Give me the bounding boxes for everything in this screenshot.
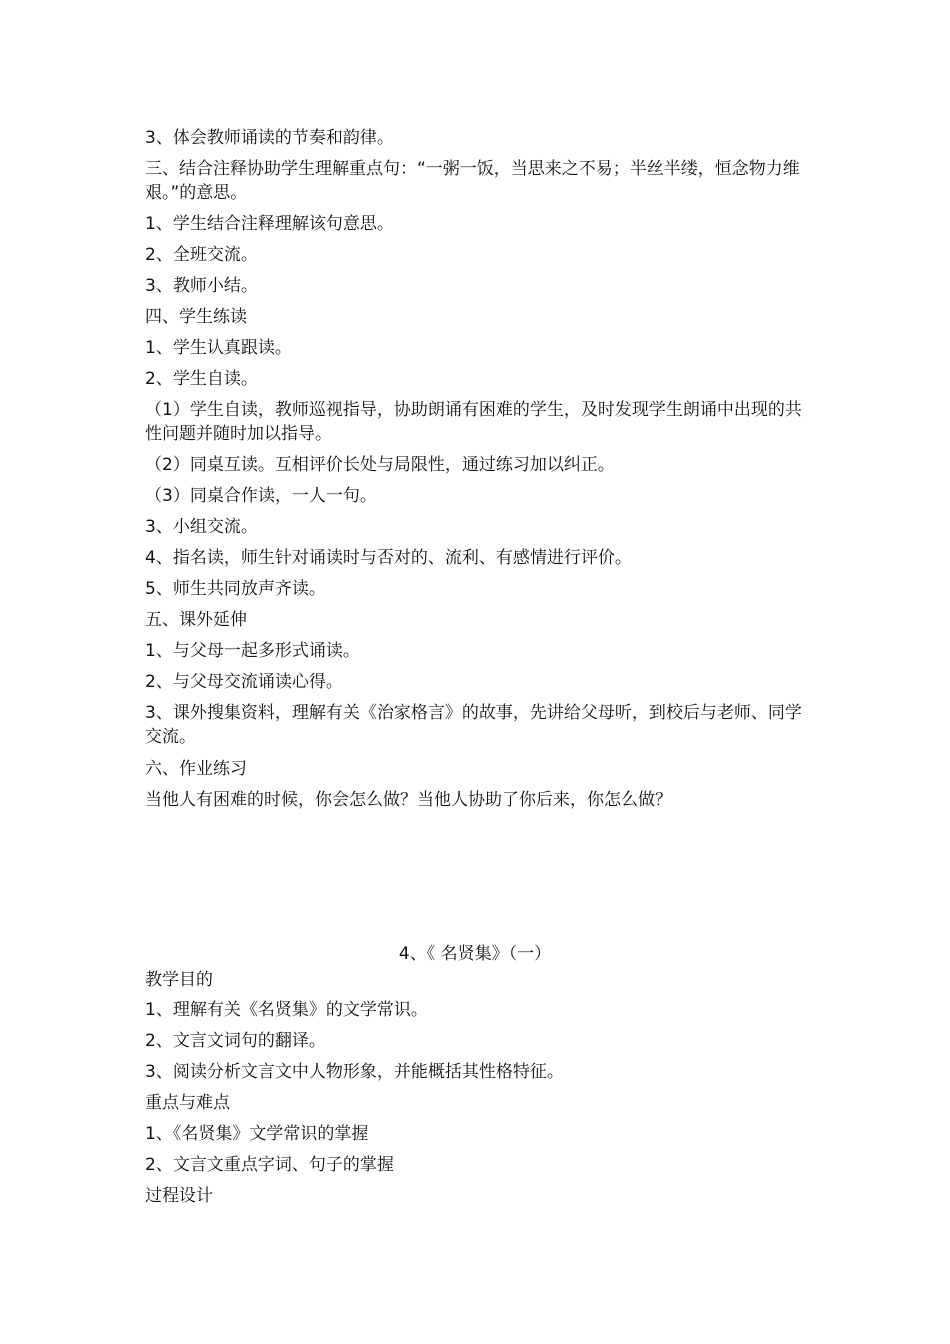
section-heading: 过程设计	[145, 1186, 213, 1206]
text-line: 2、文言文重点字词、句子的掌握	[145, 1155, 394, 1175]
text-paragraph: 3、课外搜集资料，理解有关《治家格言》的故事，先讲给父母听，到校后与老师、同学交流。	[145, 703, 802, 747]
section-heading: 四、学生练读	[145, 307, 247, 327]
text-line: 2、全班交流。	[145, 245, 258, 265]
text-line: （3）同桌合作读，一人一句。	[145, 486, 377, 506]
text-line: 当他人有困难的时候，你会怎么做？当他人协助了你后来，你怎么做？	[145, 790, 672, 810]
text-line: （2）同桌互读。互相评价长处与局限性，通过练习加以纠正。	[145, 455, 615, 475]
section-title: 4、《 名贤集》（一）	[398, 944, 552, 964]
section-heading: 教学目的	[145, 970, 213, 990]
text-line: 1、理解有关《名贤集》的文学常识。	[145, 1000, 428, 1020]
text-line: 2、与父母交流诵读心得。	[145, 672, 343, 692]
text-line: 4、指名读，师生针对诵读时与否对的、流利、有感情进行评价。	[145, 548, 632, 568]
text-line: 1、《名贤集》文学常识的掌握	[145, 1124, 369, 1144]
section-heading: 重点与难点	[145, 1093, 230, 1113]
section-heading: 五、课外延伸	[145, 610, 247, 630]
text-paragraph: （1）学生自读，教师巡视指导，协助朗诵有困难的学生，及时发现学生朗诵中出现的共性问题并随时加以指导。	[145, 400, 802, 444]
text-line: 1、与父母一起多形式诵读。	[145, 641, 360, 661]
text-line: 1、学生认真跟读。	[145, 338, 292, 358]
text-paragraph: 三、结合注释协助学生理解重点句：“一粥一饭，当思来之不易；半丝半缕，恒念物力维艰。”的意思。	[145, 159, 800, 203]
text-line: 3、阅读分析文言文中人物形象，并能概括其性格特征。	[145, 1062, 564, 1082]
text-line: 3、体会教师诵读的节奏和韵律。	[145, 128, 394, 148]
text-line: 2、文言文词句的翻译。	[145, 1031, 326, 1051]
text-line: 3、小组交流。	[145, 517, 258, 537]
text-line: 2、学生自读。	[145, 369, 258, 389]
text-line: 5、师生共同放声齐读。	[145, 579, 326, 599]
text-line: 1、学生结合注释理解该句意思。	[145, 214, 394, 234]
text-line: 3、教师小结。	[145, 276, 258, 296]
section-heading: 六、作业练习	[145, 759, 247, 779]
